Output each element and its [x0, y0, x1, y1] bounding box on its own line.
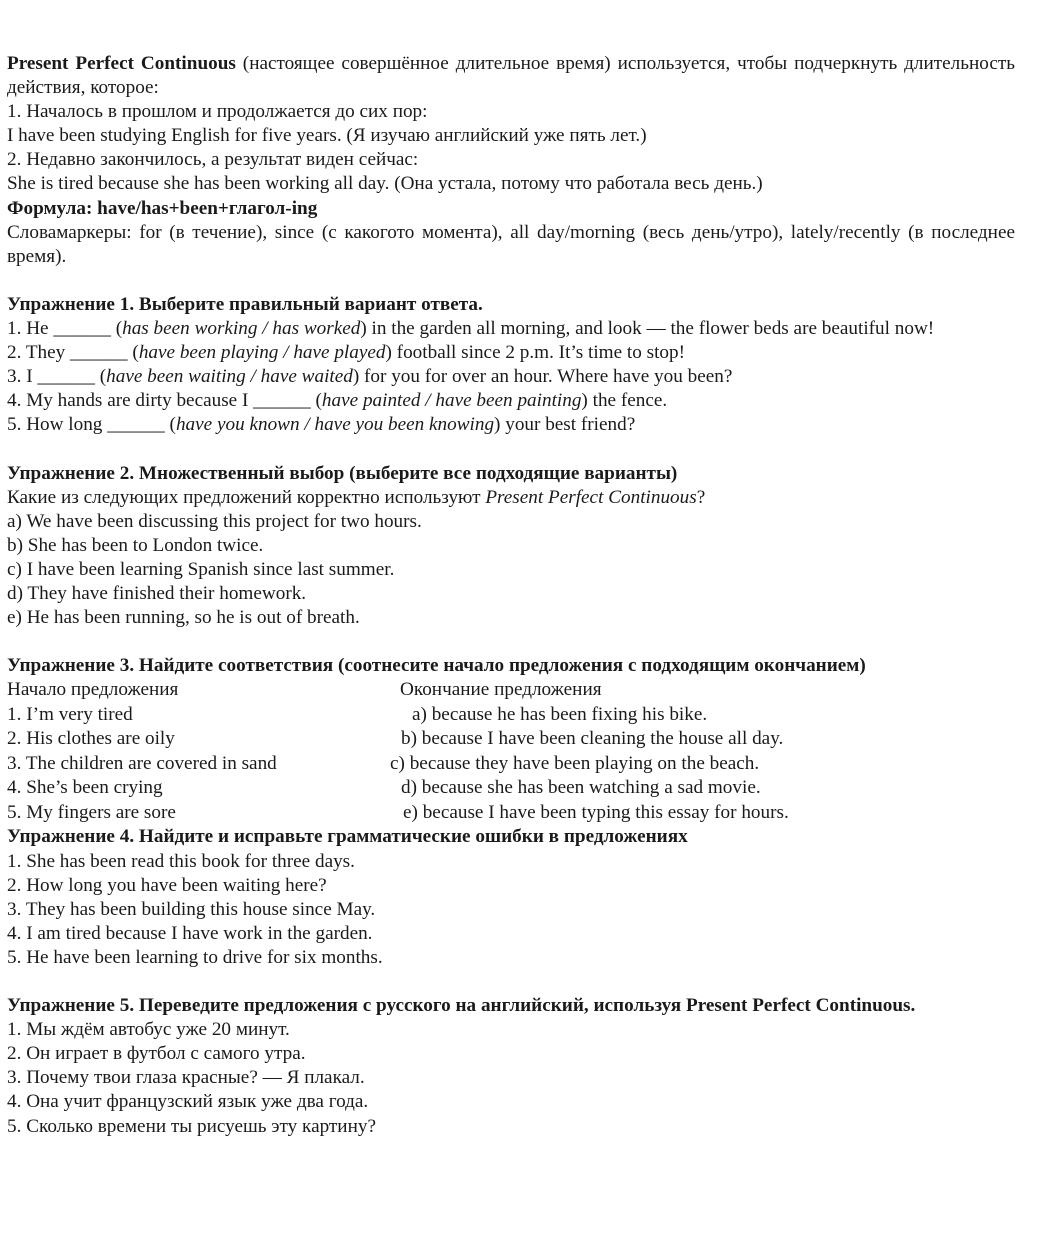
ex3-header-row	[7, 678, 1015, 703]
ex2-option: e) He has been running, so he is out of breath.	[7, 607, 360, 629]
ex1-item-options: have you known / have you been knowing	[175, 414, 495, 436]
ex2-option: c) I have been learning Spanish since last summer.	[7, 558, 395, 580]
ex5-item: 1. Мы ждём автобус уже 20 минут.	[7, 1019, 290, 1041]
ex1-item-options: have been playing / have played	[138, 342, 386, 364]
spacer	[7, 269, 1015, 293]
intro-term: Present Perfect Continuous	[7, 53, 236, 74]
ex1-item-text: 1. He ______ (	[7, 318, 123, 340]
document-page	[7, 52, 1015, 1139]
ex3-ending: a) because he has been fixing his bike.	[412, 703, 708, 725]
ex1-item-text: ) in the garden all morning, and look — the flower beds are beautiful now!	[360, 318, 935, 340]
ex1-item	[7, 413, 1015, 437]
ex5-item: 2. Он играет в футбол с самого утра.	[7, 1043, 306, 1065]
intro-use-2-example: She is tired because she has been working all day. (Она устала, потому что работала весь день.)	[7, 173, 763, 195]
ex2-option: d) They have finished their homework.	[7, 583, 307, 605]
ex1-item	[7, 365, 1015, 389]
ex2-title: Упражнение 2. Множественный выбор (выберите все подходящие варианты)	[7, 462, 678, 484]
ex3-col-end: Окончание предложения	[400, 679, 602, 701]
ex1-item-text: 5. How long ______ (	[7, 414, 176, 436]
ex1-item-text: ) your best friend?	[494, 414, 636, 436]
ex5-item: 4. Она учит французский язык уже два года.	[7, 1091, 369, 1113]
ex4-item: 3. They has been building this house since May.	[7, 898, 376, 920]
ex3-ending: e) because I have been typing this essay for hours.	[403, 801, 789, 823]
ex3-start: 1. I’m very tired	[7, 703, 133, 725]
ex1-item-options: have been waiting / have waited	[106, 366, 353, 388]
ex5-title: Упражнение 5. Переведите предложения с русского на английский, используя Present Perfect Continuous.	[7, 995, 916, 1017]
ex2-question	[7, 486, 1015, 510]
ex3-row	[7, 727, 1015, 752]
ex2-question-text: Какие из следующих предложений корректно используют	[7, 486, 486, 508]
spacer	[7, 970, 1015, 994]
ex3-row	[7, 776, 1015, 801]
ex2-option: a) We have been discussing this project for two hours.	[7, 510, 422, 532]
ex5-item: 5. Сколько времени ты рисуешь эту картину?	[7, 1115, 376, 1137]
ex3-row	[7, 752, 1015, 777]
intro-formula: Формула: have/has+been+глагол-ing	[7, 197, 318, 219]
spacer	[7, 438, 1015, 462]
ex3-title: Упражнение 3. Найдите соответствия (соотнесите начало предложения с подходящим окончанием)	[7, 655, 866, 677]
ex1-item-text: ) football since 2 p.m. It’s time to stop!	[385, 342, 685, 364]
ex3-ending: d) because she has been watching a sad movie.	[401, 777, 761, 799]
ex4-item: 2. How long you have been waiting here?	[7, 874, 327, 896]
ex3-col-start: Начало предложения	[7, 679, 179, 701]
ex4-item: 1. She has been read this book for three days.	[7, 850, 355, 872]
ex3-start: 4. She’s been crying	[7, 777, 163, 799]
intro-definition-text: (настоящее совершённое длительное время) используется, чтобы подчеркнуть длительность действия, которое:	[7, 53, 1015, 99]
ex2-option: b) She has been to London twice.	[7, 534, 264, 556]
ex1-item-text: 4. My hands are dirty because I ______ (	[7, 390, 322, 412]
ex5-item: 3. Почему твои глаза красные? — Я плакал.	[7, 1067, 365, 1089]
ex3-start: 3. The children are covered in sand	[7, 752, 277, 774]
intro-use-2: 2. Недавно закончилось, а результат виден сейчас:	[7, 149, 419, 171]
ex1-item	[7, 341, 1015, 365]
ex1-item-text: ) the fence.	[581, 390, 668, 412]
ex1-item	[7, 389, 1015, 413]
ex1-item-text: 2. They ______ (	[7, 342, 139, 364]
ex3-ending: b) because I have been cleaning the house all day.	[401, 728, 784, 750]
ex4-item: 4. I am tired because I have work in the garden.	[7, 922, 373, 944]
ex1-item-text: 3. I ______ (	[7, 366, 107, 388]
spacer	[7, 630, 1015, 654]
ex3-start: 5. My fingers are sore	[7, 801, 176, 823]
ex2-question-term: Present Perfect Continuous	[485, 486, 697, 508]
ex1-item-text: ) for you for over an hour. Where have you been?	[352, 366, 733, 388]
ex3-row	[7, 801, 1015, 826]
ex1-item-options: have painted / have been painting	[321, 390, 582, 412]
ex4-title: Упражнение 4. Найдите и исправьте грамматические ошибки в предложениях	[7, 826, 688, 848]
ex3-start: 2. His clothes are oily	[7, 728, 175, 750]
ex1-title: Упражнение 1. Выберите правильный вариант ответа.	[7, 293, 483, 315]
intro-use-1-example: I have been studying English for five years. (Я изучаю английский уже пять лет.)	[7, 125, 647, 147]
intro-definition	[7, 52, 1015, 100]
ex3-row	[7, 703, 1015, 728]
ex3-ending: c) because they have been playing on the beach.	[390, 752, 760, 774]
intro-markers: Словамаркеры: for (в течение), since (с какогото момента), all day/morning (весь день/утро), lately/recently (в последнее время).	[7, 221, 1015, 267]
intro-use-1: 1. Началось в прошлом и продолжается до сих пор:	[7, 101, 428, 123]
ex1-item	[7, 317, 1015, 341]
ex4-item: 5. He have been learning to drive for six months.	[7, 946, 383, 968]
ex2-question-text: ?	[696, 486, 706, 508]
ex1-item-options: has been working / has worked	[122, 318, 361, 340]
